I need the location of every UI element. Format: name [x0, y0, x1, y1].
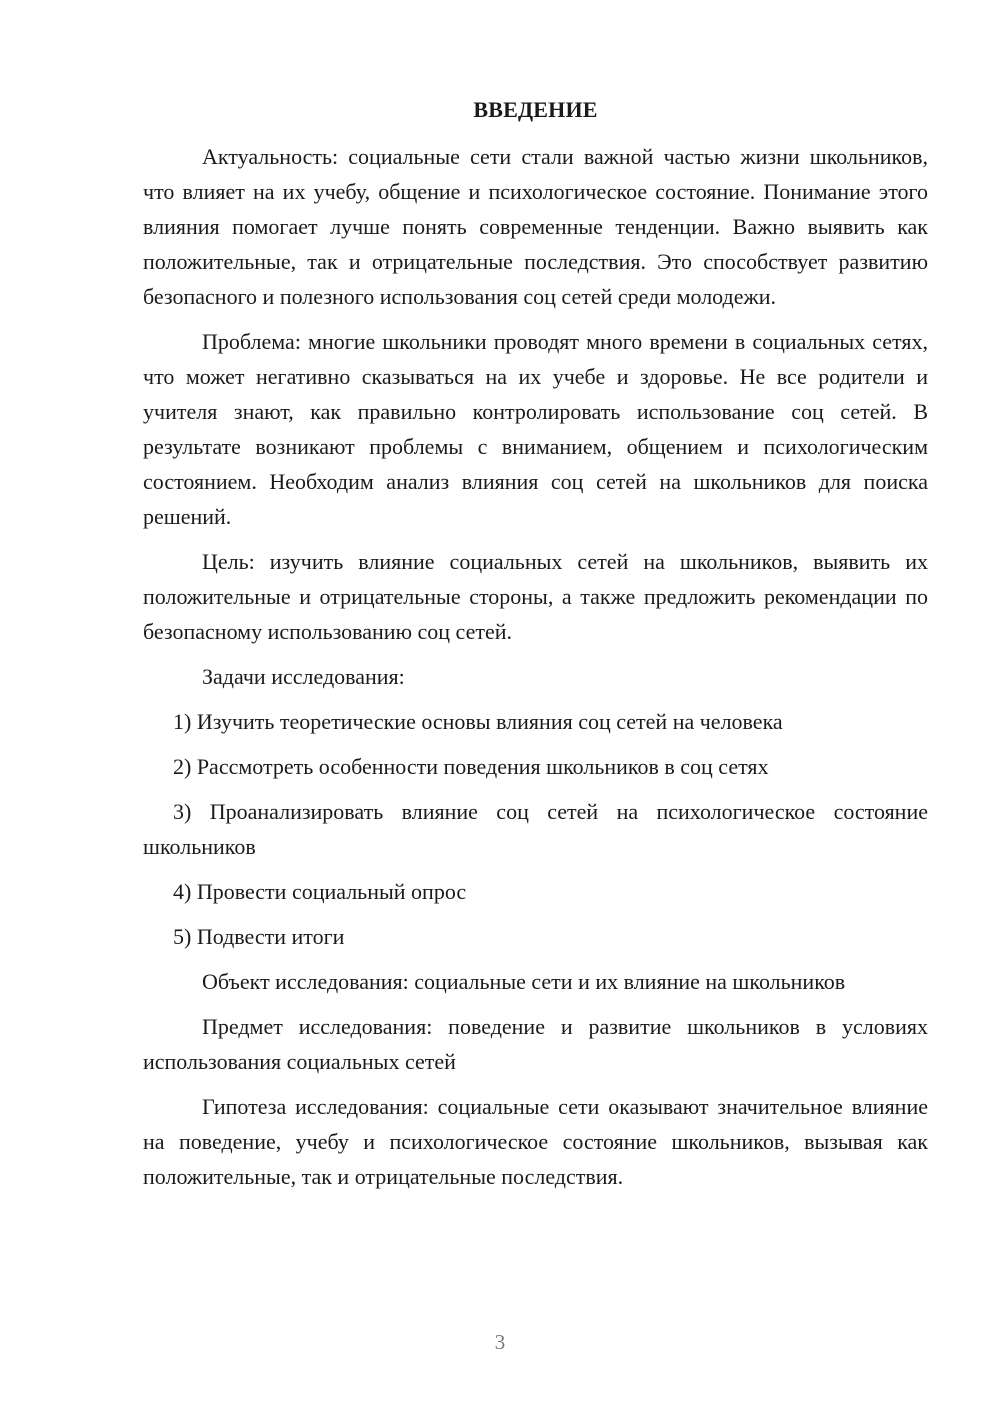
tasks-intro: Задачи исследования: [202, 664, 405, 689]
hypothesis-paragraph: Гипотеза исследования: социальные сети оказывают значительное влияние на поведение, учебу и психологическое состояние школьников, вызывая как положительные, так и отрицательные последствия. [143, 1094, 928, 1189]
task-item-5: 5) Подвести итоги [173, 924, 345, 949]
document-page [143, 92, 928, 1204]
relevance-paragraph: Актуальность: социальные сети стали важной частью жизни школьников, что влияет на их учебу, общение и психологическое состояние. Понимание этого влияния помогает лучше понять современные тенденции. Важно выявить как положительные, так и отрицательные последствия. Это способствует развитию безопасного и полезного использования соц сетей среди молодежи. [143, 144, 928, 309]
problem-paragraph: Проблема: многие школьники проводят много времени в социальных сетях, что может негативно сказываться на их учебе и здоровье. Не все родители и учителя знают, как правильно контролировать использование соц сетей. В результате возникают проблемы с вниманием, общением и психологическим состоянием. Необходим анализ влияния соц сетей на школьников для поиска решений. [143, 329, 928, 529]
task-item-2: 2) Рассмотреть особенности поведения школьников в соц сетях [173, 754, 769, 779]
subject-paragraph: Предмет исследования: поведение и развитие школьников в условиях использования социальных сетей [143, 1014, 928, 1074]
task-item-1: 1) Изучить теоретические основы влияния соц сетей на человека [173, 709, 783, 734]
section-heading: ВВЕДЕНИЕ [473, 97, 598, 122]
task-item-3: 3) Проанализировать влияние соц сетей на психологическое состояние школьников [143, 799, 928, 859]
goal-paragraph: Цель: изучить влияние социальных сетей на школьников, выявить их положительные и отрицательные стороны, а также предложить рекомендации по безопасному использованию соц сетей. [143, 549, 928, 644]
task-item-4: 4) Провести социальный опрос [173, 879, 467, 904]
object-paragraph: Объект исследования: социальные сети и их влияние на школьников [202, 969, 846, 994]
page-number: 3 [494, 1330, 506, 1354]
